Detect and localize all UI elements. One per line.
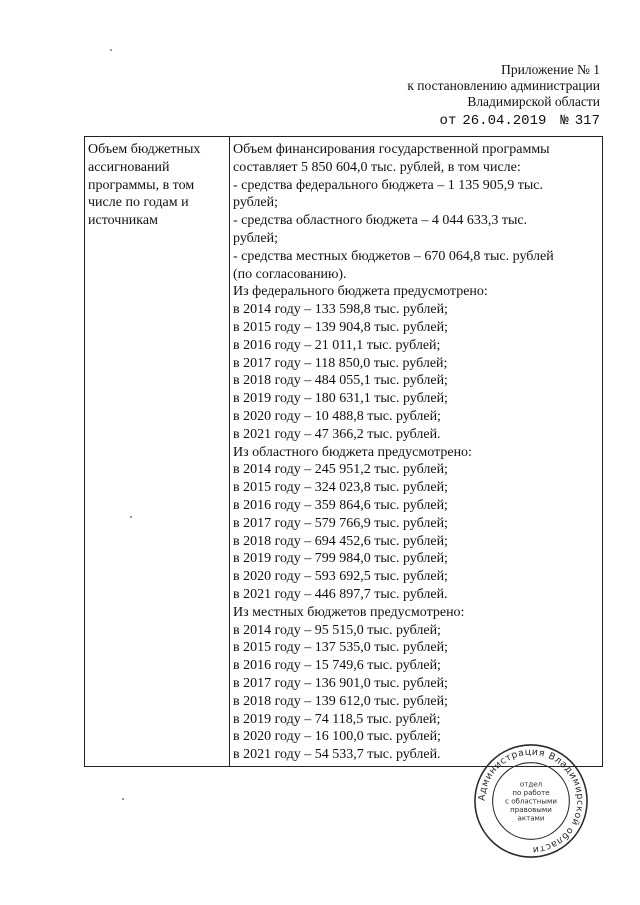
intro-line: составляет 5 850 604,0 тыс. рублей, в том числе: xyxy=(233,159,521,175)
official-stamp xyxy=(472,742,590,860)
resolution-date-number xyxy=(407,113,600,129)
appendix-title: Приложение № 1 xyxy=(501,62,600,77)
stamp-center-line: правовыми xyxy=(510,804,552,814)
year-amount-line: в 2017 году – 118 850,0 тыс. рублей; xyxy=(233,355,448,371)
intro-line: (по согласованию). xyxy=(233,266,347,282)
year-amount-line: в 2018 году – 694 452,6 тыс. рублей; xyxy=(233,533,448,549)
year-amount-line: в 2015 году – 324 023,8 тыс. рублей; xyxy=(233,480,448,496)
stamp-center-line: отдел xyxy=(519,779,543,789)
year-amount-line: в 2020 году – 593 692,5 тыс. рублей; xyxy=(233,569,448,585)
resolution-ref: к постановлению администрации xyxy=(407,78,600,93)
intro-line: рублей; xyxy=(233,230,278,246)
year-amount-line: в 2018 году – 484 055,1 тыс. рублей; xyxy=(233,373,448,389)
intro-line: Объем финансирования государственной программы xyxy=(233,142,550,157)
year-amount-line: в 2019 году – 74 118,5 тыс. рублей; xyxy=(233,711,441,727)
intro-line: - средства местных бюджетов – 670 064,8 тыс. рублей xyxy=(233,248,554,264)
stamp-center-line: актами xyxy=(517,813,545,823)
section-heading: Из областного бюджета предусмотрено: xyxy=(233,444,472,460)
year-amount-line: в 2014 году – 95 515,0 тыс. рублей; xyxy=(233,622,441,638)
year-amount-line: в 2015 году – 137 535,0 тыс. рублей; xyxy=(233,640,448,656)
row-label-line: ассигнований xyxy=(88,159,170,175)
budget-table xyxy=(84,136,603,767)
year-amount-line: в 2020 году – 10 488,8 тыс. рублей; xyxy=(233,408,441,424)
margin-mark xyxy=(130,516,132,518)
region-name: Владимирской области xyxy=(467,94,600,109)
margin-mark xyxy=(122,798,124,800)
year-amount-line: в 2014 году – 133 598,8 тыс. рублей; xyxy=(233,302,448,318)
resolution-number: 317 xyxy=(574,113,600,129)
appendix-header xyxy=(407,62,600,129)
year-amount-line: в 2020 году – 16 100,0 тыс. рублей; xyxy=(233,729,441,745)
stamp-center-text xyxy=(505,780,557,823)
year-amount-line: в 2019 году – 180 631,1 тыс. рублей; xyxy=(233,391,448,407)
intro-line: рублей; xyxy=(233,195,278,211)
stamp-center-line: по работе xyxy=(512,788,550,798)
year-amount-line: в 2015 году – 139 904,8 тыс. рублей; xyxy=(233,319,448,335)
row-label-line: источникам xyxy=(88,213,158,229)
section-heading: Из местных бюджетов предусмотрено: xyxy=(233,604,465,620)
row-content-cell xyxy=(230,137,603,767)
year-amount-line: в 2021 году – 47 366,2 тыс. рублей. xyxy=(233,426,441,442)
year-amount-line: в 2016 году – 359 864,6 тыс. рублей; xyxy=(233,497,448,513)
row-label-line: Объем бюджетных xyxy=(88,142,201,157)
stamp-ring-text: Администрация Владимирской области xyxy=(476,746,586,856)
section-heading: Из федерального бюджета предусмотрено: xyxy=(233,284,488,300)
year-amount-line: в 2018 году – 139 612,0 тыс. рублей; xyxy=(233,693,448,709)
intro-line: - средства федерального бюджета – 1 135 905,9 тыс. xyxy=(233,177,543,193)
intro-line: - средства областного бюджета – 4 044 633,3 тыс. xyxy=(233,213,528,229)
number-sign: № xyxy=(560,113,569,129)
year-amount-line: в 2016 году – 21 011,1 тыс. рублей; xyxy=(233,337,441,353)
year-amount-line: в 2017 году – 136 901,0 тыс. рублей; xyxy=(233,675,448,691)
date-prefix: от xyxy=(439,113,457,129)
row-label-line: числе по годам и xyxy=(88,195,189,211)
margin-mark xyxy=(110,49,112,51)
year-amount-line: в 2021 году – 54 533,7 тыс. рублей. xyxy=(233,747,441,763)
resolution-date: 26.04.2019 xyxy=(462,113,547,129)
stamp-center-line: с областными xyxy=(505,796,557,806)
year-amount-line: в 2019 году – 799 984,0 тыс. рублей; xyxy=(233,551,448,567)
row-label xyxy=(88,141,226,230)
table-row xyxy=(85,137,603,767)
funding-text xyxy=(233,141,599,764)
year-amount-line: в 2016 году – 15 749,6 тыс. рублей; xyxy=(233,658,441,674)
year-amount-line: в 2021 году – 446 897,7 тыс. рублей. xyxy=(233,586,448,602)
row-label-line: программы, в том xyxy=(88,177,195,193)
year-amount-line: в 2017 году – 579 766,9 тыс. рублей; xyxy=(233,515,448,531)
year-amount-line: в 2014 году – 245 951,2 тыс. рублей; xyxy=(233,462,448,478)
row-label-cell xyxy=(85,137,230,767)
